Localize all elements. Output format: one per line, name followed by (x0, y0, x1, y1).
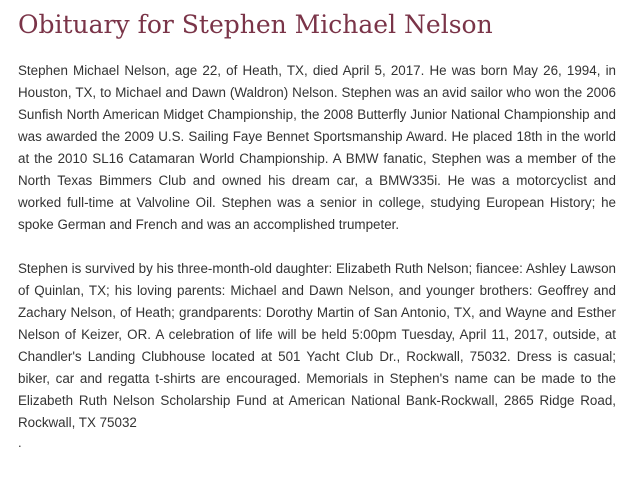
obituary-body (18, 60, 616, 434)
page-title: Obituary for Stephen Michael Nelson (18, 10, 493, 39)
obituary-paragraph-survivors: Stephen is survived by his three-month-old daughter: Elizabeth Ruth Nelson; fiancee: Ashley Lawson of Quinlan, TX; his loving parents: Michael and Dawn Nelson, and younger brothers: Geoffrey and Zachary Nelson, of Heath; grandparents: Dorothy Martin of San Antonio, TX, and Wayne and Esther Nelson of Keizer, OR. A celebration of life will be held 5:00pm Tuesday, April 11, 2017, outside, at Chandler's Landing Clubhouse located at 501 Yacht Club Dr., Rockwall, 75032. Dress is casual; biker, car and regatta t-shirts are encouraged. Memorials in Stephen's name can be made to the Elizabeth Ruth Nelson Scholarship Fund at American National Bank-Rockwall, 2865 Ridge Road, Rockwall, TX 75032 (18, 261, 616, 430)
trailing-period: . (18, 435, 22, 450)
obituary-paragraph-biography: Stephen Michael Nelson, age 22, of Heath, TX, died April 5, 2017. He was born May 26, 1994, in Houston, TX, to Michael and Dawn (Waldron) Nelson. Stephen was an avid sailor who won the 2006 Sunfish North American Midget Championship, the 2008 Butterfly Junior National Championship and was awarded the 2009 U.S. Sailing Faye Bennet Sportsmanship Award. He placed 18th in the world at the 2010 SL16 Catamaran World Championship. A BMW fanatic, Stephen was a member of the North Texas Bimmers Club and owned his dream car, a BMW335i. He was a motorcyclist and worked full-time at Valvoline Oil. Stephen was a senior in college, studying European History; he spoke German and French and was an accomplished trumpeter. (18, 63, 616, 232)
